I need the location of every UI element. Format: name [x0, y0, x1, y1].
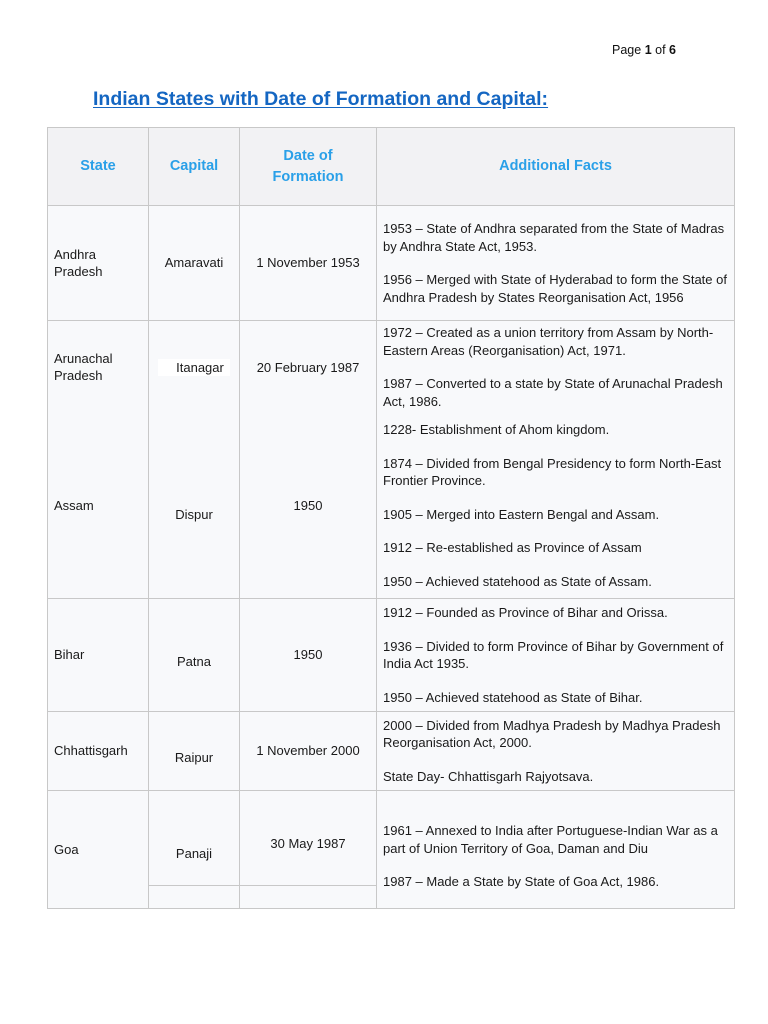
document-title: Indian States with Date of Formation and Capital:	[93, 88, 549, 110]
table-row	[48, 791, 735, 909]
fact: 1936 – Divided to form Province of Bihar by Government of India Act 1935.	[383, 638, 724, 671]
cell-facts	[377, 321, 735, 414]
fact: 1950 – Achieved statehood as State of Bihar.	[383, 689, 643, 705]
table-header-row	[48, 128, 735, 206]
page-label: Page	[612, 43, 642, 57]
table-row	[48, 206, 735, 321]
cell-state: Chhattisgarh	[48, 712, 149, 791]
cell-facts	[377, 599, 735, 712]
fact: 1874 – Divided from Bengal Presidency to form North-East Frontier Province.	[383, 455, 722, 489]
cell-facts	[377, 791, 735, 909]
cell-date: 20 February 1987	[240, 321, 377, 414]
fact: 1905 – Merged into Eastern Bengal and Assam.	[383, 506, 660, 522]
cell-facts	[377, 712, 735, 791]
capital-text: Patna	[177, 654, 211, 670]
fact: 1228- Establishment of Ahom kingdom.	[383, 422, 610, 438]
cell-state: Andhra Pradesh	[48, 206, 149, 321]
fact: 1987 – Converted to a state by State of Arunachal Pradesh Act, 1986.	[383, 376, 723, 409]
fact: 1987 – Made a State by State of Goa Act, 1986.	[383, 874, 660, 890]
fact: 1972 – Created as a union territory from Assam by North-Eastern Areas (Reorganisation) Act, 1971.	[383, 325, 714, 358]
cell-capital	[149, 321, 240, 414]
header-date-of-formation: Date of Formation	[240, 128, 377, 206]
table-row	[48, 321, 735, 414]
capital-text: Raipur	[174, 750, 214, 766]
page-total: 6	[669, 43, 676, 57]
states-table	[47, 127, 735, 909]
cell-capital	[149, 599, 240, 712]
capital-text: Dispur	[175, 507, 213, 522]
page-number	[612, 43, 676, 57]
fact: 1912 – Re-established as Province of Assam	[383, 540, 642, 556]
fact: 1953 – State of Andhra separated from the State of Madras by Andhra State Act, 1953.	[383, 221, 725, 254]
fact: 1950 – Achieved statehood as State of Assam.	[383, 573, 652, 589]
cell-state: Bihar	[48, 599, 149, 712]
header-state: State	[48, 128, 149, 206]
page-of-label: of	[655, 43, 666, 57]
fact: 2000 – Divided from Madhya Pradesh by Madhya Pradesh Reorganisation Act, 2000.	[383, 717, 721, 751]
header-additional-facts: Additional Facts	[377, 128, 735, 206]
cell-state: Arunachal Pradesh	[48, 321, 149, 414]
date-text: 30 May 1987	[270, 835, 346, 851]
cell-date: 1 November 1953	[240, 206, 377, 321]
table-row	[48, 712, 735, 791]
cell-facts	[377, 206, 735, 321]
cell-capital: Amaravati	[149, 206, 240, 321]
capital-text: Itanagar	[158, 359, 230, 377]
cell-date: 1950	[240, 414, 377, 599]
cell-divider	[148, 885, 240, 886]
fact: State Day- Chhattisgarh Rajyotsava.	[383, 768, 594, 784]
cell-date: 1950	[240, 599, 377, 712]
cell-capital	[149, 414, 240, 599]
cell-state: Goa	[48, 791, 149, 909]
cell-capital	[149, 791, 240, 909]
cell-state: Assam	[48, 414, 149, 599]
cell-capital	[149, 712, 240, 791]
capital-text: Panaji	[175, 845, 213, 861]
header-capital: Capital	[149, 128, 240, 206]
cell-divider	[239, 885, 377, 886]
table-row	[48, 599, 735, 712]
fact: 1956 – Merged with State of Hyderabad to form the State of Andhra Pradesh by States Reorganisation Act, 1956	[383, 272, 727, 305]
cell-date	[240, 791, 377, 909]
page-current: 1	[644, 43, 652, 57]
table-row	[48, 414, 735, 599]
fact: 1961 – Annexed to India after Portuguese-Indian War as a part of Union Territory of Goa, Daman and Diu	[383, 823, 718, 856]
fact: 1912 – Founded as Province of Bihar and Orissa.	[383, 605, 668, 620]
cell-date: 1 November 2000	[240, 712, 377, 791]
cell-facts	[377, 414, 735, 599]
